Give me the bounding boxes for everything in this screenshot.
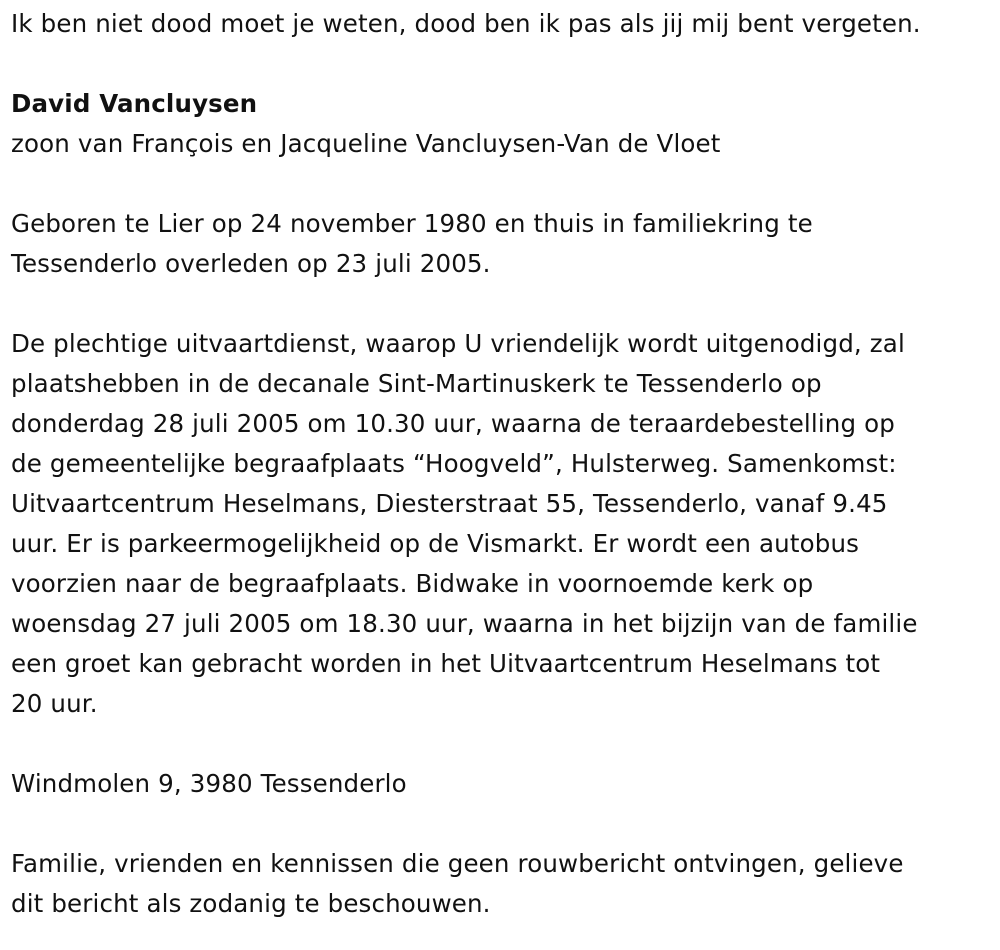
deceased-name: David Vancluysen (11, 89, 258, 118)
text-line: De plechtige uitvaartdienst, waarop U vriendelijk wordt uitgenodigd, zal (11, 329, 905, 358)
text-line: Geboren te Lier op 24 november 1980 en thuis in familiekring te (11, 209, 813, 238)
parents-line: zoon van François en Jacqueline Vancluysen-Van de Vloet (11, 129, 721, 158)
text-line: een groet kan gebracht worden in het Uitvaartcentrum Heselmans tot (11, 649, 881, 678)
text-line: dit bericht als zodanig te beschouwen. (11, 889, 491, 918)
text-line: de gemeentelijke begraafplaats “Hoogveld”, Hulsterweg. Samenkomst: (11, 449, 897, 478)
motto: Ik ben niet dood moet je weten, dood ben ik pas als jij mij bent vergeten. (11, 9, 921, 38)
text-line: uur. Er is parkeermogelijkheid op de Vismarkt. Er wordt een autobus (11, 529, 860, 558)
service-paragraph (11, 324, 996, 724)
text-line: Tessenderlo overleden op 23 juli 2005. (11, 249, 491, 278)
notice-paragraph (11, 844, 996, 924)
text-line: 20 uur. (11, 689, 98, 718)
obituary-notice (11, 4, 996, 924)
birth-death-paragraph (11, 204, 996, 284)
text-line: plaatshebben in de decanale Sint-Martinuskerk te Tessenderlo op (11, 369, 822, 398)
text-line: donderdag 28 juli 2005 om 10.30 uur, waarna de teraardebestelling op (11, 409, 895, 438)
text-line: woensdag 27 juli 2005 om 18.30 uur, waarna in het bijzijn van de familie (11, 609, 918, 638)
text-line: Familie, vrienden en kennissen die geen rouwbericht ontvingen, gelieve (11, 849, 904, 878)
text-line: Uitvaartcentrum Heselmans, Diesterstraat 55, Tessenderlo, vanaf 9.45 (11, 489, 888, 518)
text-line: voorzien naar de begraafplaats. Bidwake in voornoemde kerk op (11, 569, 814, 598)
home-address: Windmolen 9, 3980 Tessenderlo (11, 769, 407, 798)
